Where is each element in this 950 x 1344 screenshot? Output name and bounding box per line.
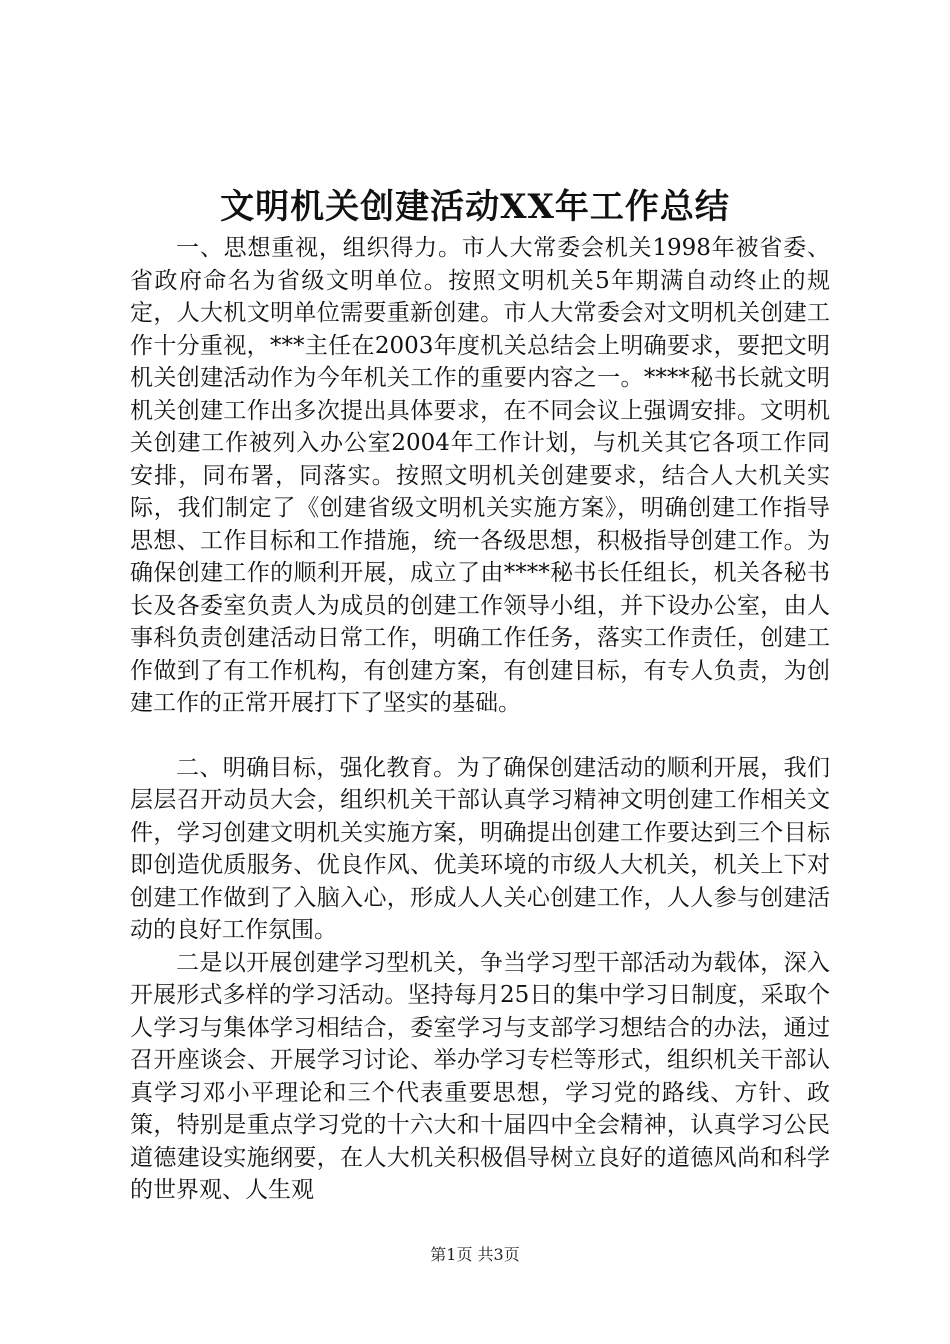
- document-body: [130, 232, 830, 1207]
- page-number-footer: 第1页 共3页: [430, 1245, 520, 1264]
- paragraph-3: 二是以开展创建学习型机关，争当学习型干部活动为载体，深入开展形式多样的学习活动。坚持每月25日的集中学习日制度，采取个人学习与集体学习相结合，委室学习与支部学习想结合的办法，通过召开座谈会、开展学习讨论、举办学习专栏等形式，组织机关干部认真学习邓小平理论和三个代表重要思想，学习党的路线、方针、政策，特别是重点学习党的十六大和十届四中全会精神，认真学习公民道德建设实施纲要，在人大机关积极倡导树立良好的道德风尚和科学的世界观、人生观: [130, 949, 830, 1203]
- document-title: 文明机关创建活动XX年工作总结: [220, 187, 730, 227]
- paragraph-1: 一、思想重视，组织得力。市人大常委会机关1998年被省委、省政府命名为省级文明单位。按照文明机关5年期满自动终止的规定，人大机文明单位需要重新创建。市人大常委会对文明机关创建工作十分重视，***主任在2003年度机关总结会上明确要求，要把文明机关创建活动作为今年机关工作的重要内容之一。****秘书长就文明机关创建工作出多次提出具体要求，在不同会议上强调安排。文明机关创建工作被列入办公室2004年工作计划，与机关其它各项工作同安排，同布署，同落实。按照文明机关创建要求，结合人大机关实际，我们制定了《创建省级文明机关实施方案》，明确创建工作指导思想、工作目标和工作措施，统一各级思想，积极指导创建工作。为确保创建工作的顺利开展，成立了由****秘书长任组长，机关各秘书长及各委室负责人为成员的创建工作领导小组，并下设办公室，由人事科负责创建活动日常工作，明确工作任务，落实工作责任，创建工作做到了有工作机构，有创建方案，有创建目标，有专人负责，为创建工作的正常开展打下了坚实的基础。: [130, 235, 830, 716]
- paragraph-2: 二、明确目标，强化教育。为了确保创建活动的顺利开展，我们层层召开动员大会，组织机关干部认真学习精神文明创建工作相关文件，学习创建文明机关实施方案，明确提出创建工作要达到三个目标即创造优质服务、优良作风、优美环境的市级人大机关，机关上下对创建工作做到了入脑入心，形成人人关心创建工作，人人参与创建活动的良好工作氛围。: [130, 754, 830, 943]
